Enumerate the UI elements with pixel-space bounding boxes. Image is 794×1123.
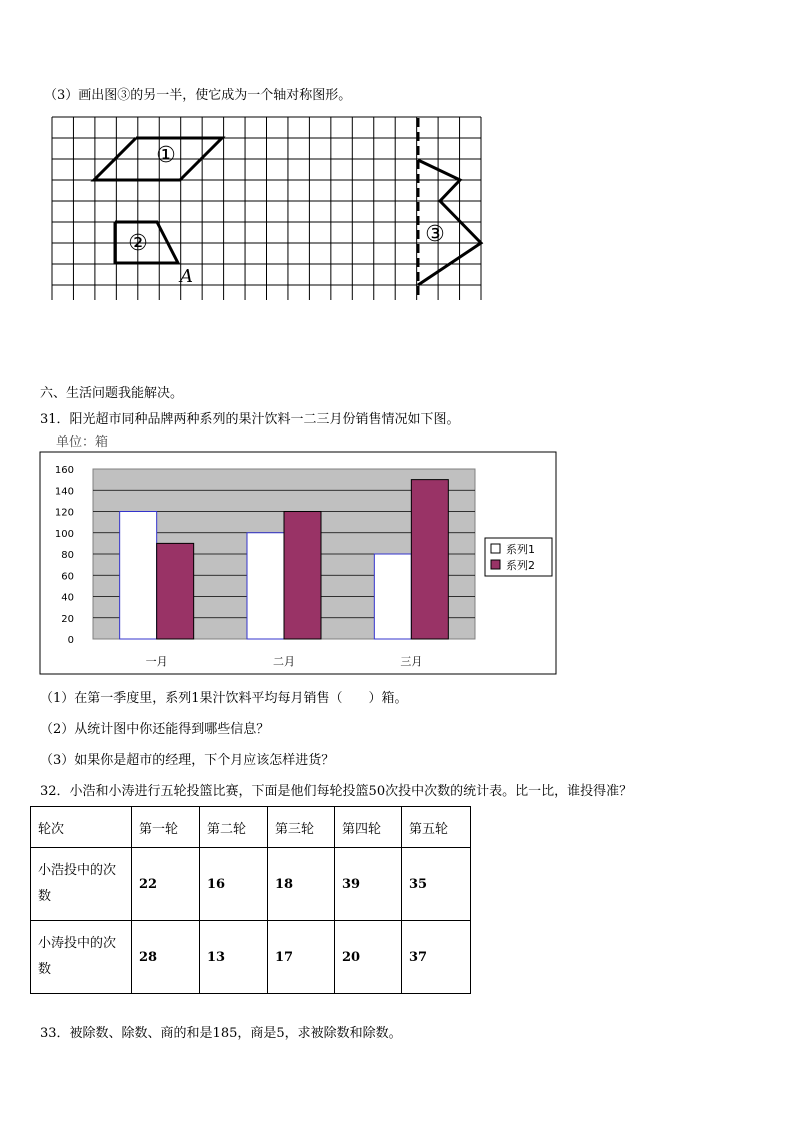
table-cell: 35 bbox=[402, 848, 471, 921]
y-tick-label: 120 bbox=[54, 507, 74, 519]
q31-text: 31．阳光超市同种品牌两种系列的果汁饮料一二三月份销售情况如下图。 bbox=[40, 412, 460, 427]
bar-series1 bbox=[247, 533, 284, 639]
table-header-cell: 轮次 bbox=[31, 807, 132, 848]
q31-sub1: （1）在第一季度里，系列1果汁饮料平均每月销售（ ）箱。 bbox=[40, 691, 408, 706]
bar-series2 bbox=[157, 543, 194, 639]
table-row bbox=[31, 848, 471, 921]
shape1-label: ① bbox=[156, 143, 176, 168]
y-tick-label: 20 bbox=[61, 613, 74, 625]
table-cell: 20 bbox=[335, 921, 402, 994]
chart-unit-label: 单位：箱 bbox=[56, 435, 109, 450]
table-cell: 18 bbox=[268, 848, 335, 921]
table-cell: 22 bbox=[132, 848, 200, 921]
q31-sub3: （3）如果你是超市的经理，下个月应该怎样进货？ bbox=[40, 753, 335, 768]
bar-series1 bbox=[374, 554, 411, 639]
table-cell: 17 bbox=[268, 921, 335, 994]
x-tick-label: 二月 bbox=[273, 655, 295, 668]
x-tick-label: 一月 bbox=[145, 655, 168, 668]
legend-swatch bbox=[491, 544, 500, 553]
table-header-cell: 第五轮 bbox=[402, 807, 471, 848]
table-header-cell: 第三轮 bbox=[268, 807, 335, 848]
legend-swatch bbox=[491, 560, 500, 569]
shape3-label: ③ bbox=[425, 222, 445, 247]
row-label-xiaotao: 小涛投中的次 数 bbox=[31, 921, 132, 994]
table-cell: 39 bbox=[335, 848, 402, 921]
bar-chart bbox=[0, 440, 794, 680]
y-tick-label: 160 bbox=[54, 465, 74, 476]
x-tick-label: 三月 bbox=[400, 655, 423, 668]
y-tick-label: 100 bbox=[54, 528, 74, 540]
table-header-cell: 第四轮 bbox=[335, 807, 402, 848]
table-header-cell: 第一轮 bbox=[132, 807, 200, 848]
shape2-label: ② bbox=[128, 231, 148, 256]
y-tick-label: 60 bbox=[61, 571, 74, 583]
table-header-row bbox=[31, 807, 471, 848]
grid-figure bbox=[0, 0, 794, 300]
q31-sub2: （2）从统计图中你还能得到哪些信息？ bbox=[40, 722, 270, 737]
bar-series2 bbox=[411, 480, 448, 639]
y-tick-label: 40 bbox=[61, 592, 74, 604]
q33-text: 33．被除数、除数、商的和是185，商是5，求被除数和除数。 bbox=[40, 1026, 402, 1041]
y-tick-label: 0 bbox=[67, 635, 74, 646]
table-row bbox=[31, 921, 471, 994]
y-tick-label: 140 bbox=[54, 486, 74, 498]
bar-series2 bbox=[284, 512, 321, 640]
table-cell: 13 bbox=[200, 921, 268, 994]
table-header-cell: 第二轮 bbox=[200, 807, 268, 848]
chart-legend bbox=[485, 538, 552, 576]
legend-label: 系列2 bbox=[506, 559, 535, 572]
point-a-label: A bbox=[180, 266, 193, 287]
y-tick-label: 80 bbox=[61, 550, 74, 561]
q32-text: 32．小浩和小涛进行五轮投篮比赛，下面是他们每轮投篮50次投中次数的统计表。比一比，谁投得准？ bbox=[40, 784, 633, 799]
table-cell: 37 bbox=[402, 921, 471, 994]
section6-title: 六、生活问题我能解决。 bbox=[40, 386, 184, 401]
shots-table bbox=[30, 806, 471, 994]
table-cell: 28 bbox=[132, 921, 200, 994]
table-cell: 16 bbox=[200, 848, 268, 921]
row-label-xiaohao: 小浩投中的次 数 bbox=[31, 848, 132, 921]
bar-series1 bbox=[120, 512, 157, 640]
q3-instruction: （3）画出图③的另一半，使它成为一个轴对称图形。 bbox=[44, 88, 352, 103]
legend-label: 系列1 bbox=[506, 543, 535, 556]
